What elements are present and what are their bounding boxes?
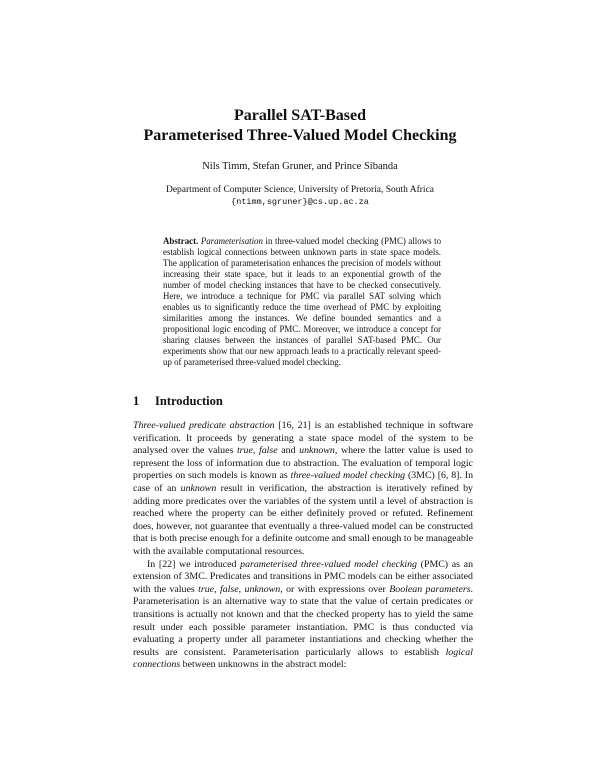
p2-s7: , [238, 583, 245, 595]
p1-s7: unknown [299, 445, 335, 457]
author-email: {ntimm,sgruner}@cs.up.ac.za [231, 197, 369, 207]
affiliation: Department of Computer Science, University of Pretoria, South Africa [165, 185, 435, 195]
p2-s3: (PMC) as an extension of 3MC. Predicates and transitions in PMC models can be either associated with the values [133, 558, 474, 595]
section-number: 1 [133, 394, 140, 408]
abstract-keyword: Parameterisation [200, 236, 263, 246]
p1-s8: , where the latter value is used to represent the loss of information due to abstraction. The evaluation of temporal logic properties on such models is known as [133, 445, 473, 482]
section-heading-introduction [133, 393, 473, 409]
paper-title-line-2: Parameterised Three-Valued Model Checking [143, 127, 457, 144]
p1-s9: three-valued model checking [290, 470, 406, 482]
p1-s6: and [277, 445, 300, 457]
abstract [163, 236, 441, 368]
p2-s4: true [198, 583, 215, 595]
p2-s11: . Parameterisation is an alternative way to state that the value of certain predicates or transitions is actually not known and that the checked property has to yield the same result under each possible parameter instantiation. PMC is thus conducted via evaluating a property under all parameter instantiations and checking whether the results are consistent. Parameterisation particularly allows to establish [133, 583, 474, 658]
p1-s10: (3MC) [6, 8]. In case of an [133, 470, 474, 494]
p2-s6: false [219, 583, 239, 595]
p2-s10: Boolean parameters [389, 583, 471, 595]
abstract-text: in three-valued model checking (PMC) allows to establish logical connections between unknown parts in state space models. The application of parameterisation enhances the precision of models without increasing their state space, but it leads to an exponential growth of the number of model checking instances that have to be checked consecutively. Here, we introduce a technique for PMC via parallel SAT solving which enables us to significantly reduce the time overhead of PMC by exploiting similarities among the instances. We define bounded semantics and a propositional logic encoding of PMC. Moreover, we introduce a concept for sharing clauses between the instances of parallel SAT-based PMC. Our experiments show that our new approach leads to a practically relevant speed-up of parameterised three-valued model checking. [163, 236, 442, 367]
p1-s4: , [252, 445, 259, 457]
abstract-label: Abstract. [163, 236, 199, 246]
paragraph-2 [133, 559, 473, 672]
p2-s13: between unknowns in the abstract model: [180, 659, 347, 671]
p1-s1: Three-valued predicate abstraction [133, 420, 275, 431]
section-title: Introduction [155, 394, 223, 408]
author-list: Nils Timm, Stefan Gruner, and Prince Sibanda [202, 161, 398, 172]
p2-s5: , [214, 583, 220, 595]
paper-title-line-1: Parallel SAT-Based [233, 107, 366, 124]
p2-s12: logical connections [133, 646, 473, 671]
p1-s3: true [236, 445, 253, 457]
p1-s2: [16, 21] is an established technique in software verification. It proceeds by generating a state space model of the system to be analysed over the values [133, 420, 473, 457]
p2-s2: parameterised three-valued model checking [240, 558, 417, 570]
section-body [133, 420, 473, 672]
p1-s11: unknown [180, 482, 217, 494]
paragraph-1 [133, 420, 473, 559]
p2-s1: In [22] we introduced [147, 558, 241, 570]
p1-s12: result in verification, the abstraction is iteratively refined by adding more predicates over the variables of the system until a level of abstraction is reached where the property can be either definitely proved or refuted. Refinement does, however, not guarantee that eventually a three-valued model can be constructed that is both precise enough for a definite outcome and small enough to be manageable with the available computational resources. [133, 482, 473, 557]
p2-s8: unknown [244, 583, 281, 595]
p1-s5: false [258, 445, 278, 457]
p2-s9: , or with expressions over [280, 583, 390, 595]
